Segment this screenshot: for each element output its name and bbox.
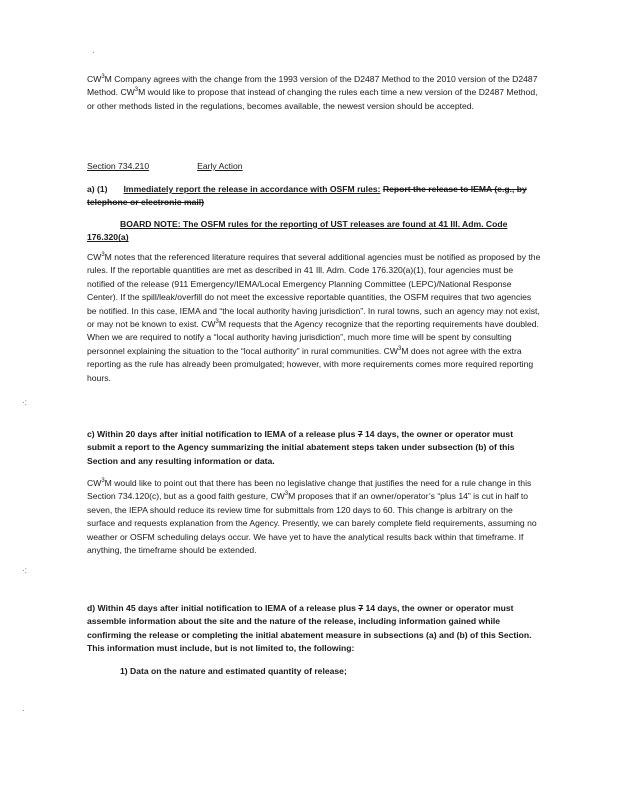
scan-mark: ·: [22,566,27,575]
section-title: Early Action [197,161,243,171]
subsection-d: d) Within 45 days after initial notification to IEMA of a release plus 7 14 days, the owner or operator must assemble information about the site and the nature of the release, including information gained while confirming the release or completing the initial abatement measure in subsections (a) and (b) of this Section. This information must include, but is not limited to, the following: [87,603,532,654]
comment-paragraph-2: $CW^3M$ would like to point out that there has been no legislative change that justifies the need for a rule change in this Section 734.120(c), but as a good faith gesture, $CW^3M$ proposes that if an owner/operator’s “plus 14” is cut in half to seven, the IEPA should reduce its review time for submittals from 120 days to 60. This change is arbitrary on the surface and requests explanation from the Agency. Presently, we can barely complete field requirements, assuming no weather or OSFM scheduling delays occur. We have yet to have the analytical results back within that timeframe. If anything, the timeframe should be extended. [87,478,537,556]
section-number: Section 734.210 [87,161,150,171]
section-heading [87,160,542,173]
intro-paragraph: $CW^3M$ Company agrees with the change from the 1993 version of the D2487 Method to the 2010 version of the D2487 Method. $CW^3M$ would like to propose that instead of changing the rules each time a new version of the D2487 Method, or other methods listed in the regulations, becomes available, the newest version should be accepted. [87,74,538,111]
subsection-c: c) Within 20 days after initial notification to IEMA of a release plus 7 14 days, the owner or operator must submit a report to the Agency summarizing the initial abatement steps taken under subsection (b) of this Section and any resulting information or data. [87,429,515,466]
list-item-1: 1) Data on the nature and estimated quantity of release; [120,666,347,676]
board-note: BOARD NOTE: The OSFM rules for the reporting of UST releases are found at 41 Ill. Adm. Code 176.320(a) [87,219,508,243]
comment-paragraph-1: $CW^3M$ notes that the referenced literature requires that several additional agencies must be notified as proposed by the rules. If the reportable quantities are met as described in 41 Ill. Adm. Code 176.320(a)(1), four agencies must be notified of the release (911 Emergency/IEMA/Local Emergency Planning Committee (LEPC)/National Response Center). If the spill/leak/overfill do not meet the excessive reportable quantities, the OSFM requires that two agencies be notified. In this case, IEMA and “the local authority having jurisdiction”. In rural towns, such an agency may not exist, or may not be known to exist. $CW^3M$ requests that the Agency recognize that the reporting requirements have doubled. When we are required to notify a “local authority having jurisdiction”, much more time will be spent by consulting personnel explaining the situation to the “local authority” in rural communities. $CW^3M$ does not agree with the extra reporting as the rule has already been promulgated; however, with more requirements comes more required reporting hours. [87,252,541,383]
scan-mark: · [22,706,25,715]
subsection-a1: a) (1) Immediately report the release in accordance with OSFM rules: Report the release to IEMA (e.g., by telephone or electronic mail) [87,184,527,208]
scan-mark: · [92,48,95,57]
scan-mark: ·: [22,398,27,407]
